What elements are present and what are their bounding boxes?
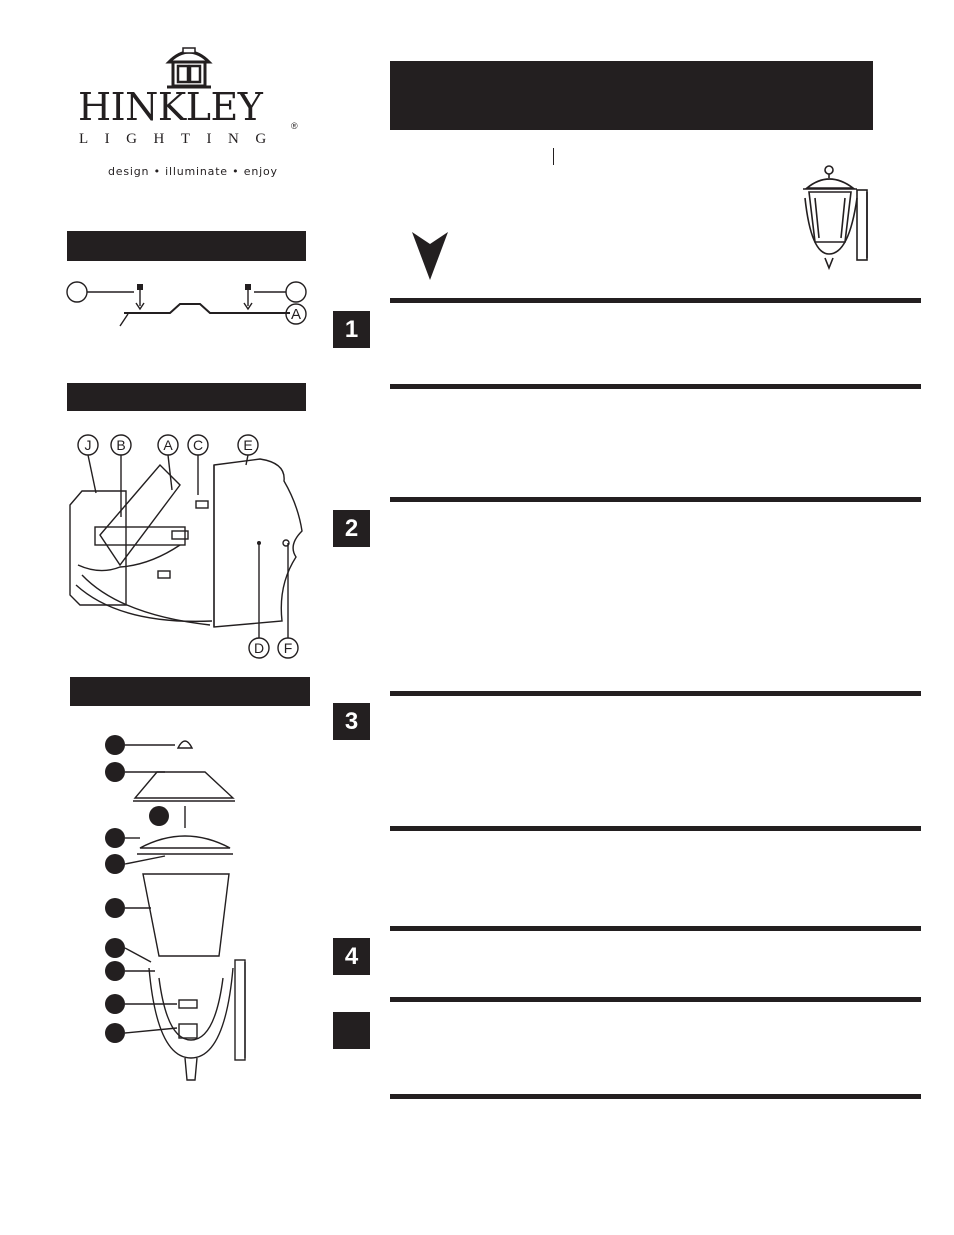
- section-bar-mounting: [67, 231, 306, 261]
- step-badge-3: 3: [333, 703, 370, 740]
- wiring-diagram: [60, 425, 320, 665]
- rule-8: [390, 1094, 921, 1099]
- registered-mark: ®: [291, 121, 298, 131]
- lantern-product-icon: [795, 162, 880, 272]
- step-badge-4: 4: [333, 938, 370, 975]
- step-badge-5: [333, 1012, 370, 1049]
- rule-4: [390, 691, 921, 696]
- callout-d: D: [253, 640, 265, 656]
- brand-tagline: design • illuminate • enjoy: [108, 165, 278, 178]
- brand-sub: LIGHTING: [79, 131, 283, 147]
- callout-f: F: [283, 640, 293, 656]
- rule-1: [390, 298, 921, 303]
- assembly-diagram: [95, 728, 275, 1088]
- rule-6: [390, 926, 921, 931]
- callout-b: B: [116, 437, 126, 453]
- section-bar-assembly: [70, 677, 310, 706]
- lantern-logo-icon: [163, 44, 215, 90]
- brand-name: HINKLEY: [78, 85, 263, 129]
- callout-c: C: [192, 437, 204, 453]
- callout-mount-a: A: [290, 306, 302, 323]
- title-block: [390, 61, 873, 130]
- rule-7: [390, 997, 921, 1002]
- section-bar-wiring: [67, 383, 306, 411]
- callout-e: E: [243, 437, 253, 453]
- step-badge-2: 2: [333, 510, 370, 547]
- callout-j: J: [84, 437, 92, 453]
- rule-3: [390, 497, 921, 502]
- rule-2: [390, 384, 921, 389]
- step-badge-1: 1: [333, 311, 370, 348]
- callout-a: A: [163, 437, 173, 453]
- down-arrow-icon: [412, 232, 448, 280]
- mounting-diagram: [60, 272, 320, 342]
- rule-5: [390, 826, 921, 831]
- model-divider: [553, 148, 554, 165]
